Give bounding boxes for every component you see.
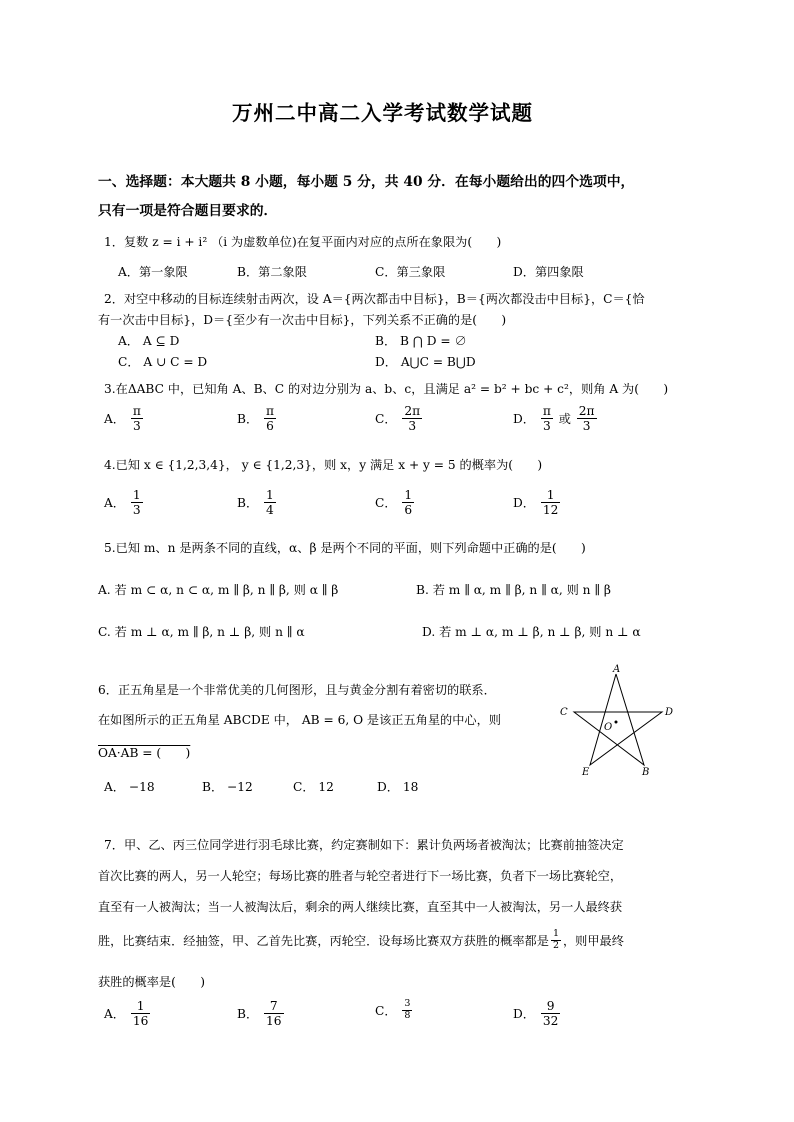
- question-5-text: 5.已知 m、n 是两条不同的直线，α、β 是两个不同的平面，则下列命题中正确的是( ): [104, 541, 586, 555]
- q3-option-a-fraction: [131, 404, 143, 433]
- section-header-line1: 一、选择题：本大题共 8 小题，每小题 5 分，共 40 分．在每小题给出的四个选项中，: [98, 174, 635, 190]
- q3-option-a-label: A．: [104, 412, 125, 427]
- question-2-line2: 有一次击中目标}，D＝{至少有一次击中目标}，下列关系不正确的是( ): [98, 313, 507, 327]
- q7-option-d: [513, 999, 562, 1028]
- label-D: D: [665, 707, 674, 718]
- q5-option-a: A. 若 m ⊂ α, n ⊂ α, m ∥ β, n ∥ β, 则 α ∥ β: [98, 583, 339, 597]
- q3-option-d-fraction-1: [541, 404, 553, 433]
- q1-option-d: D．第四象限: [513, 265, 584, 279]
- q4-option-b: [237, 488, 278, 517]
- frac-num: 2π: [578, 404, 595, 418]
- q2-option-b: B． B ⋂ D = ∅: [375, 334, 467, 348]
- frac-num: 1: [131, 999, 151, 1014]
- q3-option-c-label: C．: [375, 412, 397, 427]
- q3-option-d-or: 或: [558, 412, 571, 427]
- q4-option-a: [104, 488, 145, 517]
- frac-den: 6: [266, 419, 274, 434]
- q7-option-d-label: D．: [513, 1007, 535, 1022]
- frac-num: 7: [264, 999, 284, 1014]
- question-4-text: 4.已知 x ∈ {1,2,3,4}， y ∈ {1,2,3}，则 x，y 满足 x + y = 5 的概率为( ): [104, 458, 543, 472]
- question-2-line1: 2．对空中移动的目标连续射击两次，设 A＝{两次都击中目标}，B＝{两次都没击中目标}，C＝{恰: [104, 292, 645, 306]
- q3-option-b-label: B．: [237, 412, 259, 427]
- question-3-text: 3.在ΔABC 中，已知角 A、B、C 的对边分别为 a、b、c，且满足 a² = b² + bc + c²，则角 A 为( ): [104, 382, 669, 396]
- frac-den: 3: [582, 419, 591, 434]
- frac-den: 3: [542, 419, 551, 434]
- frac-den: 8: [404, 1009, 411, 1021]
- q7-option-c: [375, 999, 414, 1022]
- frac-num: 9: [541, 999, 561, 1014]
- center-point-icon: [615, 721, 618, 724]
- pentagram-star-icon: [574, 674, 662, 765]
- frac-den: 16: [132, 1014, 149, 1029]
- frac-num: π: [542, 404, 551, 418]
- q7-option-a-label: A．: [104, 1007, 125, 1022]
- q6-option-c: C． 12: [293, 780, 334, 794]
- question-6-line3: OA·AB = ( ): [98, 746, 191, 760]
- pentagram-figure: [552, 662, 687, 780]
- label-E: E: [582, 767, 590, 778]
- frac-den: 4: [266, 503, 274, 518]
- question-6-line1: 6．正五角星是一个非常优美的几何图形，且与黄金分割有着密切的联系．: [98, 683, 496, 697]
- frac-num: 3: [404, 998, 411, 1009]
- frac-den: 3: [133, 419, 141, 434]
- q7-option-b: [237, 999, 286, 1028]
- question-7-line1: 7．甲、乙、丙三位同学进行羽毛球比赛，约定赛制如下：累计负两场者被淘汰；比赛前抽签决定: [104, 838, 624, 852]
- q7-half-fraction: [551, 929, 561, 952]
- question-7-line5: 获胜的概率是( ): [98, 975, 206, 989]
- q7-option-a: [104, 999, 152, 1028]
- q6-option-d: D． 18: [377, 780, 419, 794]
- frac-den: 32: [542, 1014, 559, 1029]
- q3-option-b-fraction: [264, 404, 276, 433]
- frac-den: 12: [542, 503, 559, 518]
- q4-option-a-label: A．: [104, 496, 125, 511]
- frac-num: π: [132, 404, 141, 418]
- q4-option-c-label: C．: [375, 496, 397, 511]
- label-A: A: [613, 664, 621, 675]
- frac-num: 1: [132, 488, 141, 502]
- q2-option-d: D． A⋃C = B⋃D: [375, 355, 476, 369]
- frac-num: 1: [552, 928, 559, 939]
- q4-option-d-label: D．: [513, 496, 535, 511]
- question-7-line4-start: 胜，比赛结束．经抽签，甲、乙首先比赛，丙轮空．设每场比赛双方获胜的概率都是: [98, 933, 549, 948]
- page-title: 万州二中高二入学考试数学试题: [232, 101, 533, 125]
- frac-num: 1: [404, 488, 413, 502]
- frac-den: 3: [408, 419, 417, 434]
- q3-option-d-label: D．: [513, 412, 535, 427]
- q3-option-c: [375, 404, 424, 433]
- q7-option-a-fraction: [131, 999, 151, 1028]
- q4-option-d-fraction: [541, 488, 561, 517]
- q1-option-c: C．第三象限: [375, 265, 446, 279]
- q5-option-b: B. 若 m ∥ α, m ∥ β, n ∥ α, 则 n ∥ β: [416, 583, 611, 597]
- q5-option-c: C. 若 m ⊥ α, m ∥ β, n ⊥ β, 则 n ∥ α: [98, 625, 305, 639]
- q2-option-a: A． A ⊆ D: [118, 334, 180, 348]
- label-C: C: [560, 707, 568, 718]
- frac-den: 3: [132, 503, 141, 518]
- q5-option-d: D. 若 m ⊥ α, m ⊥ β, n ⊥ β, 则 n ⊥ α: [422, 625, 641, 639]
- q7-option-b-fraction: [264, 999, 284, 1028]
- frac-num: 1: [541, 488, 561, 503]
- frac-den: 2: [552, 939, 559, 951]
- q6-option-a: A． −18: [104, 780, 155, 794]
- q4-option-c-fraction: [402, 488, 414, 517]
- question-1-text: 1．复数 z = i + i² （i 为虚数单位)在复平面内对应的点所在象限为( ): [104, 235, 502, 249]
- q1-option-a: A．第一象限: [118, 265, 188, 279]
- label-B: B: [642, 767, 650, 778]
- q3-option-a: [104, 404, 145, 433]
- q7-option-c-fraction: [402, 999, 412, 1022]
- frac-num: 2π: [404, 404, 421, 418]
- q6-option-b: B． −12: [202, 780, 253, 794]
- q4-option-b-fraction: [264, 488, 276, 517]
- question-7-line3: 直至有一人被淘汰；当一人被淘汰后，剩余的两人继续比赛，直至其中一人被淘汰，另一人最终获: [98, 900, 623, 914]
- q7-option-c-label: C．: [375, 1003, 397, 1018]
- question-7-line2: 首次比赛的两人，另一人轮空；每场比赛的胜者与轮空者进行下一场比赛，负者下一场比赛轮空，: [98, 869, 623, 883]
- q3-option-c-fraction: [402, 404, 422, 433]
- q3-option-d-fraction-2: [577, 404, 597, 433]
- question-7-line4-end: ，则甲最终: [562, 933, 624, 948]
- q4-option-c: [375, 488, 416, 517]
- q3-option-b: [237, 404, 278, 433]
- q2-option-c: C． A ∪ C = D: [118, 355, 208, 369]
- question-7-line4: [98, 929, 624, 952]
- label-O: O: [604, 722, 613, 733]
- q4-option-b-label: B．: [237, 496, 259, 511]
- q1-option-b: B．第二象限: [237, 265, 307, 279]
- frac-den: 6: [404, 503, 413, 518]
- q4-option-d: [513, 488, 562, 517]
- q3-option-d: [513, 404, 599, 433]
- frac-num: π: [266, 404, 275, 418]
- q7-option-b-label: B．: [237, 1007, 259, 1022]
- q4-option-a-fraction: [131, 488, 143, 517]
- question-6-line2: 在如图所示的正五角星 ABCDE 中， AB = 6, O 是该正五角星的中心，则: [98, 713, 501, 727]
- section-header-line2: 只有一项是符合题目要求的．: [98, 203, 278, 219]
- frac-num: 1: [266, 488, 274, 502]
- q7-option-d-fraction: [541, 999, 561, 1028]
- frac-den: 16: [266, 1014, 282, 1029]
